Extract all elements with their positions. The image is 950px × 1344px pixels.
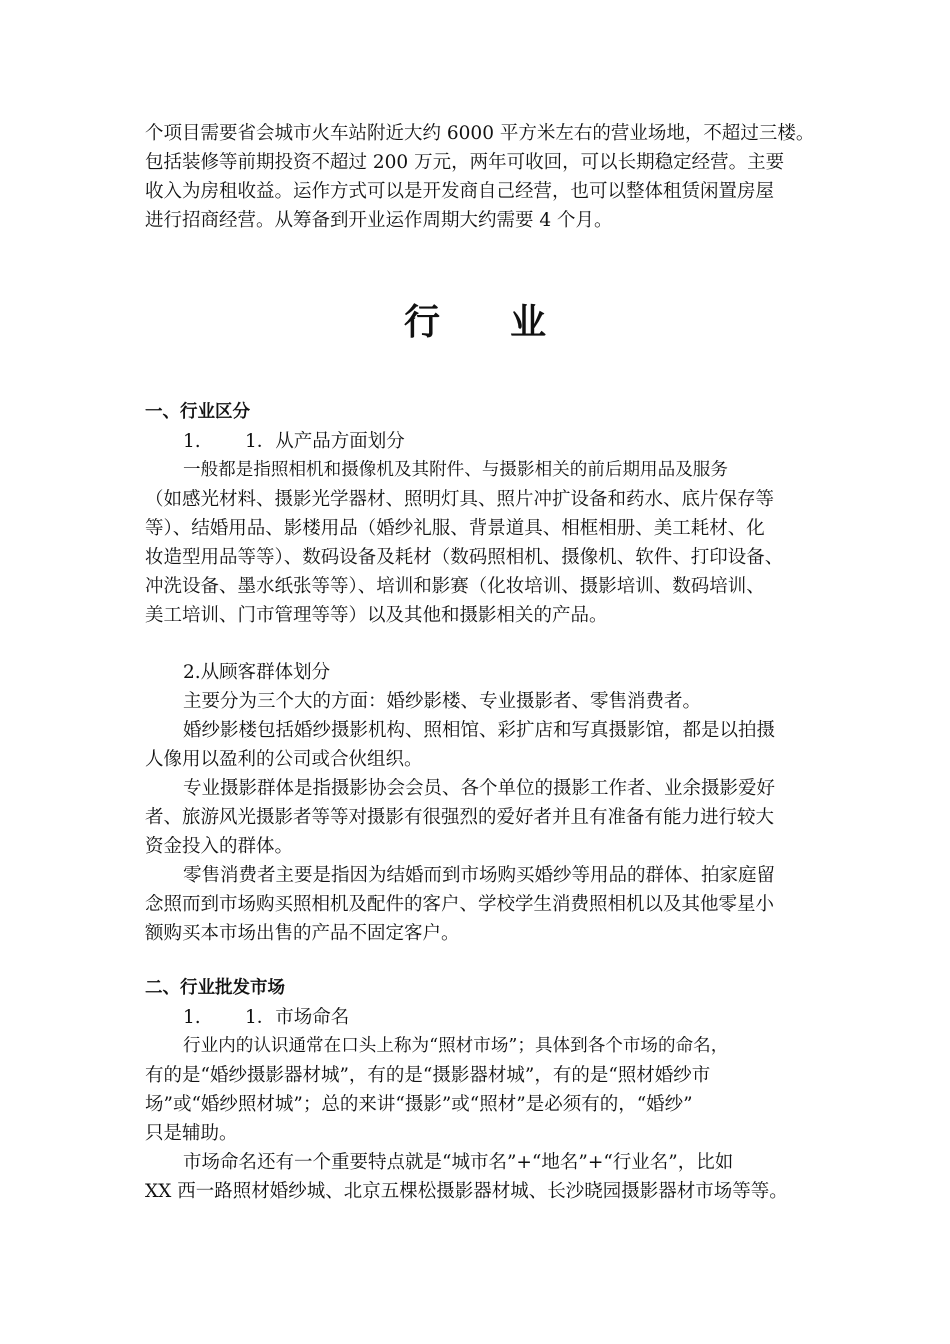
intro-line-1: 个项目需要省会城市火车站附近大约 6000 平方米左右的营业场地，不超过三楼。 bbox=[145, 123, 815, 144]
section2-sub1-title: 1．市场命名 bbox=[245, 1007, 350, 1028]
section1-sub1-heading bbox=[183, 427, 815, 456]
section1-heading: 一、行业区分 bbox=[145, 402, 250, 422]
section2-sub1-number: 1. bbox=[183, 1007, 201, 1028]
s3-p1-line-2: 有的是“婚纱摄影器材城”，有的是“摄影器材城”，有的是“照材婚纱市 bbox=[145, 1065, 711, 1086]
s2-p3-line-3: 额购买本市场出售的产品不固定客户。 bbox=[145, 923, 460, 944]
intro-line-2: 包括装修等前期投资不超过 200 万元，两年可收回，可以长期稳定经营。主要 bbox=[145, 152, 785, 173]
section2-sub1-heading bbox=[183, 1003, 815, 1032]
s2-p1-line-1: 婚纱影楼包括婚纱摄影机构、照相馆、彩扩店和写真摄影馆，都是以拍摄 bbox=[183, 720, 776, 741]
s2-p2-line-3: 资金投入的群体。 bbox=[145, 836, 294, 857]
s3-p1-line-1: 行业内的认识通常在口头上称为“照材市场”；具体到各个市场的命名， bbox=[183, 1036, 729, 1056]
section1-sub1-title: 1．从产品方面划分 bbox=[245, 431, 405, 452]
s3-p1-line-4: 只是辅助。 bbox=[145, 1123, 238, 1144]
s3-p2-line-2: XX 西一路照材婚纱城、北京五棵松摄影器材城、长沙晓园摄影器材市场等等。 bbox=[145, 1181, 788, 1202]
section2-heading: 二、行业批发市场 bbox=[145, 978, 285, 998]
s1-para-line-6: 美工培训、门市管理等等）以及其他和摄影相关的产品。 bbox=[145, 605, 608, 626]
s2-p3-line-1: 零售消费者主要是指因为结婚而到市场购买婚纱等用品的群体、拍家庭留 bbox=[183, 865, 776, 886]
section1-sub2-title: 2.从顾客群体划分 bbox=[183, 662, 331, 683]
section1-sub1-number: 1. bbox=[183, 431, 201, 452]
page-title bbox=[0, 294, 950, 345]
s3-p2-line-1: 市场命名还有一个重要特点就是“城市名”+“地名”+“行业名”，比如 bbox=[183, 1152, 734, 1173]
s1-para-line-2: （如感光材料、摄影光学器材、照明灯具、照片冲扩设备和药水、底片保存等 bbox=[145, 489, 775, 510]
s1-para-line-5: 冲洗设备、墨水纸张等等）、培训和影赛（化妆培训、摄影培训、数码培训、 bbox=[145, 576, 765, 597]
s2-p1-line-2: 人像用以盈利的公司或合伙组织。 bbox=[145, 749, 423, 770]
s1-para-line-1: 一般都是指照相机和摄像机及其附件、与摄影相关的前后期用品及服务 bbox=[183, 460, 728, 480]
s2-p2-line-2: 者、旅游风光摄影者等等对摄影有很强烈的爱好者并且有准备有能力进行较大 bbox=[145, 807, 775, 828]
s1-para-line-3: 等）、结婚用品、影楼用品（婚纱礼服、背景道具、相框相册、美工耗材、化 bbox=[145, 518, 765, 539]
title-char-2: 业 bbox=[510, 302, 547, 343]
intro-line-3: 收入为房租收益。运作方式可以是开发商自己经营，也可以整体租赁闲置房屋 bbox=[145, 181, 775, 202]
title-char-1: 行 bbox=[403, 302, 440, 343]
section1-sub2-intro: 主要分为三个大的方面：婚纱影楼、专业摄影者、零售消费者。 bbox=[183, 691, 702, 712]
s2-p2-line-1: 专业摄影群体是指摄影协会会员、各个单位的摄影工作者、业余摄影爱好 bbox=[183, 778, 776, 799]
s2-p3-line-2: 念照而到市场购买照相机及配件的客户、学校学生消费照相机以及其他零星小 bbox=[145, 894, 775, 915]
s3-p1-line-3: 场”或“婚纱照材城”；总的来讲“摄影”或“照材”是必须有的，“婚纱” bbox=[145, 1094, 693, 1115]
intro-line-4: 进行招商经营。从筹备到开业运作周期大约需要 4 个月。 bbox=[145, 210, 613, 231]
s1-para-line-4: 妆造型用品等等）、数码设备及耗材（数码照相机、摄像机、软件、打印设备、 bbox=[145, 547, 784, 568]
